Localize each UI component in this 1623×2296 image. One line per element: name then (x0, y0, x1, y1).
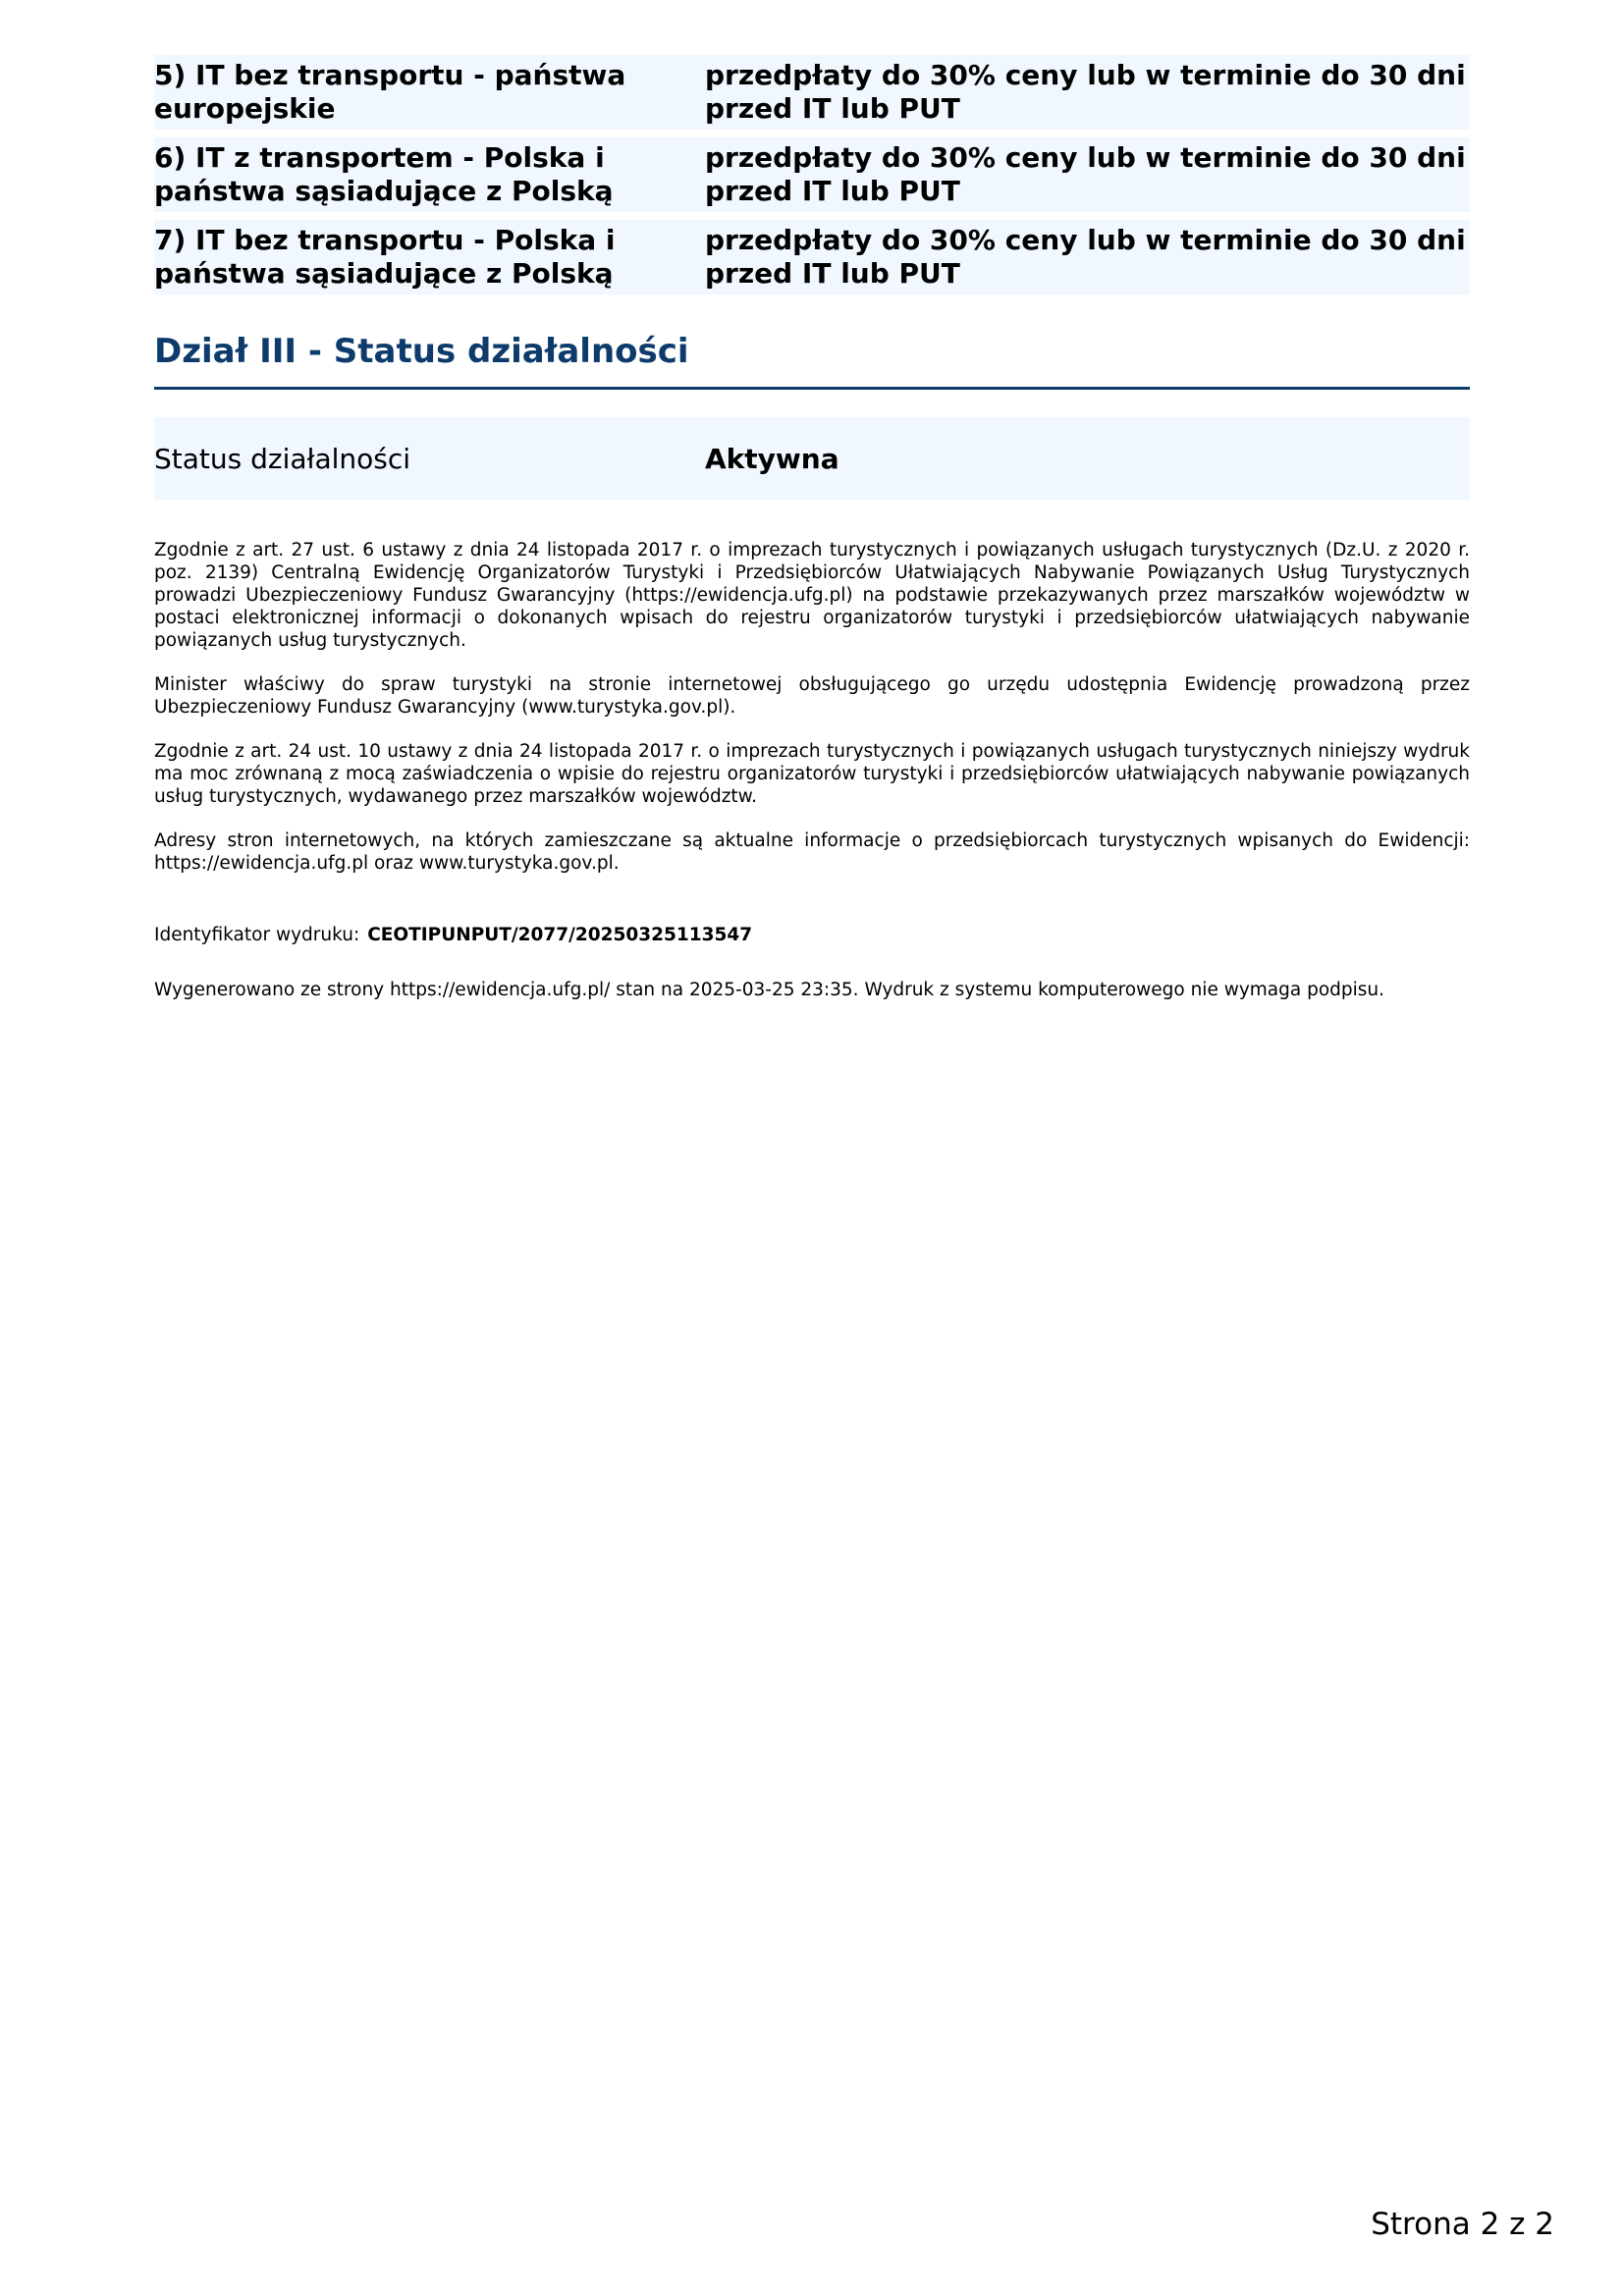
status-label: Status działalności (154, 442, 411, 475)
row-label: 6) IT z transportem - Polska i państwa sąsiadujące z Polską (154, 141, 614, 207)
legal-paragraph: Zgodnie z art. 27 ust. 6 ustawy z dnia 24 listopada 2017 r. o imprezach turystycznych i powiązanych usługach turystycznych (Dz.U. z 2020 r. poz. 2139) Centralną Ewidencję Organizatorów Turystyki i Przedsiębiorców Ułatwiających Nabywanie Powiązanych Usług Turystycznych prowadzi Ubezpieczeniowy Fundusz Gwarancyjny (https://ewidencja.ufg.pl) na podstawie przekazywanych przez marszałków województw w postaci elektronicznej informacji o dokonanych wpisach do rejestru organizatorów turystyki i przedsiębiorców ułatwiających nabywanie powiązanych usług turystycznych. (154, 540, 1470, 651)
row-value: przedpłaty do 30% ceny lub w terminie do 30 dni przed IT lub PUT (705, 59, 1466, 125)
table-row (154, 220, 1470, 294)
table-row (154, 55, 1470, 130)
identifier-value: CEOTIPUNPUT/2077/20250325113547 (367, 925, 753, 945)
generated-note: Wygenerowano ze strony https://ewidencja.ufg.pl/ stan na 2025-03-25 23:35. Wydruk z systemu komputerowego nie wymaga podpisu. (154, 980, 1385, 1000)
row-label: 7) IT bez transportu - Polska i państwa sąsiadujące z Polską (154, 224, 616, 290)
row-value: przedpłaty do 30% ceny lub w terminie do 30 dni przed IT lub PUT (705, 141, 1466, 207)
legal-paragraph: Zgodnie z art. 24 ust. 10 ustawy z dnia 24 listopada 2017 r. o imprezach turystycznych i powiązanych usługach turystycznych niniejszy wydruk ma moc zrównaną z mocą zaświadczenia o wpisie do rejestru organizatorów turystyki i przedsiębiorców ułatwiających nabywanie powiązanych usług turystycznych, wydawanego przez marszałków województw. (154, 741, 1470, 807)
document-page (154, 55, 1470, 1002)
page-number: Strona 2 z 2 (1371, 2207, 1554, 2242)
table-row (154, 137, 1470, 212)
status-row (154, 417, 1470, 500)
row-value: przedpłaty do 30% ceny lub w terminie do 30 dni przed IT lub PUT (705, 224, 1466, 290)
section-title: Dział III - Status działalności (154, 330, 1470, 390)
legal-paragraph: Minister właściwy do spraw turystyki na stronie internetowej obsługującego go urzędu udostępnia Ewidencję prowadzoną przez Ubezpieczeniowy Fundusz Gwarancyjny (www.turystyka.gov.pl). (154, 674, 1470, 718)
status-value: Aktywna (705, 442, 839, 475)
row-label: 5) IT bez transportu - państwa europejskie (154, 59, 626, 125)
identifier-label: Identyfikator wydruku: (154, 925, 360, 945)
print-identifier (154, 924, 1470, 947)
legal-paragraph: Adresy stron internetowych, na których zamieszczane są aktualne informacje o przedsiębiorcach turystycznych wpisanych do Ewidencji: https://ewidencja.ufg.pl oraz www.turystyka.gov.pl. (154, 830, 1470, 874)
